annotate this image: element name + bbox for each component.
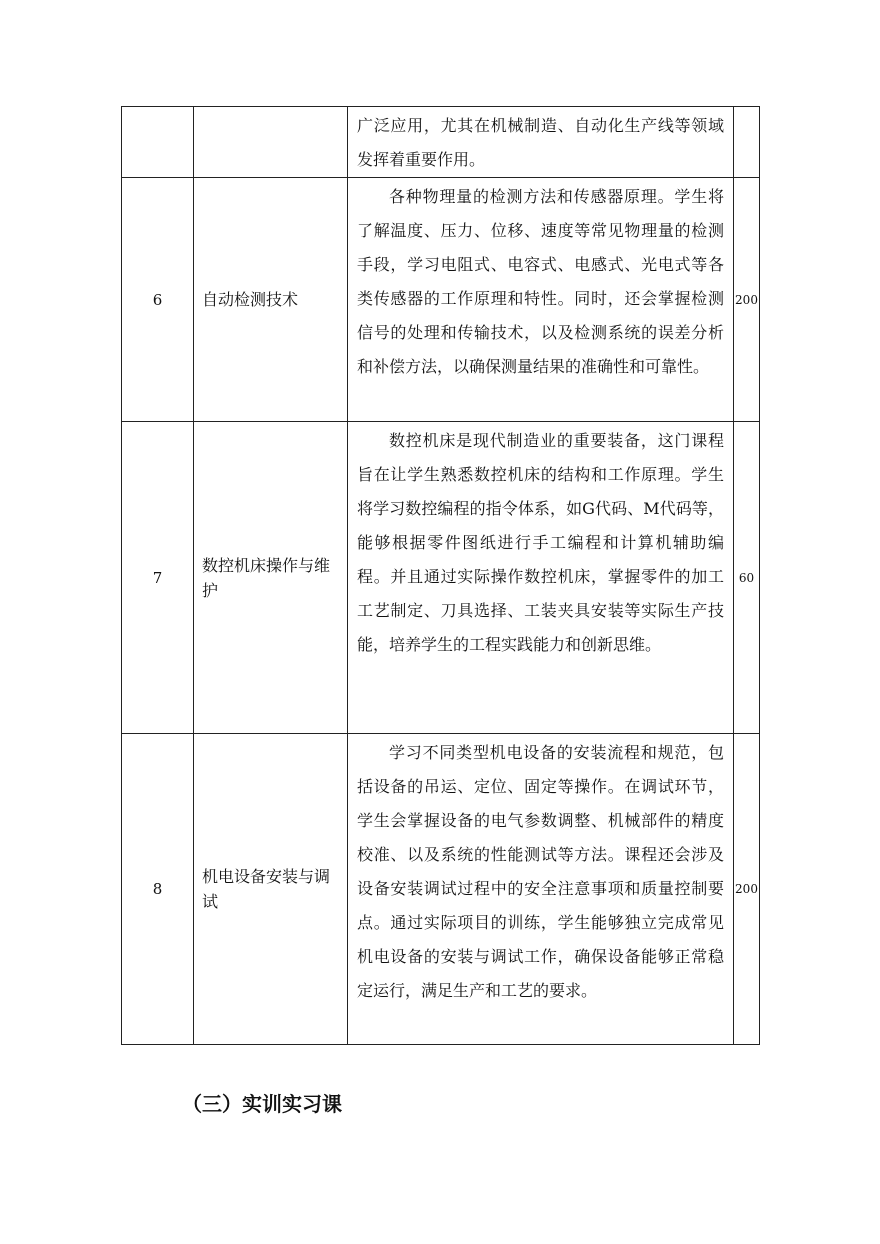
course-hours: 200 — [734, 178, 760, 422]
course-hours — [734, 107, 760, 178]
row-number: 8 — [122, 734, 194, 1045]
course-hours: 200 — [734, 734, 760, 1045]
course-name: 机电设备安装与调试 — [194, 734, 348, 1045]
row-number: 6 — [122, 178, 194, 422]
row-number: 7 — [122, 422, 194, 734]
description-text: 学习不同类型机电设备的安装流程和规范，包括设备的吊运、定位、固定等操作。在调试环节，学生会掌握设备的电气参数调整、机械部件的精度校准、以及系统的性能测试等方法。课程还会涉及设备安装调试过程中的安全注意事项和质量控制要点。通过实际项目的训练，学生能够独立完成常见机电设备的安装与调试工作，确保设备能够正常稳定运行，满足生产和工艺的要求。 — [357, 743, 724, 1000]
table-row — [122, 178, 760, 422]
description-text: 广泛应用，尤其在机械制造、自动化生产线等领域发挥着重要作用。 — [357, 116, 724, 169]
table-row — [122, 107, 760, 178]
course-description — [348, 107, 734, 178]
course-name — [194, 107, 348, 178]
course-description — [348, 178, 734, 422]
description-text: 各种物理量的检测方法和传感器原理。学生将了解温度、压力、位移、速度等常见物理量的检测手段，学习电阻式、电容式、电感式、光电式等各类传感器的工作原理和特性。同时，还会掌握检测信号的处理和传输技术，以及检测系统的误差分析和补偿方法，以确保测量结果的准确性和可靠性。 — [357, 187, 724, 376]
table-row — [122, 734, 760, 1045]
section-heading: （三）实训实习课 — [182, 1092, 342, 1116]
course-table — [121, 106, 760, 1045]
course-description — [348, 734, 734, 1045]
course-name: 数控机床操作与维护 — [194, 422, 348, 734]
row-number — [122, 107, 194, 178]
description-text: 数控机床是现代制造业的重要装备，这门课程旨在让学生熟悉数控机床的结构和工作原理。学生将学习数控编程的指令体系，如G代码、M代码等，能够根据零件图纸进行手工编程和计算机辅助编程。并且通过实际操作数控机床，掌握零件的加工工艺制定、刀具选择、工装夹具安装等实际生产技能，培养学生的工程实践能力和创新思维。 — [357, 431, 724, 654]
course-description — [348, 422, 734, 734]
course-name: 自动检测技术 — [194, 178, 348, 422]
course-hours: 60 — [734, 422, 760, 734]
table-row — [122, 422, 760, 734]
